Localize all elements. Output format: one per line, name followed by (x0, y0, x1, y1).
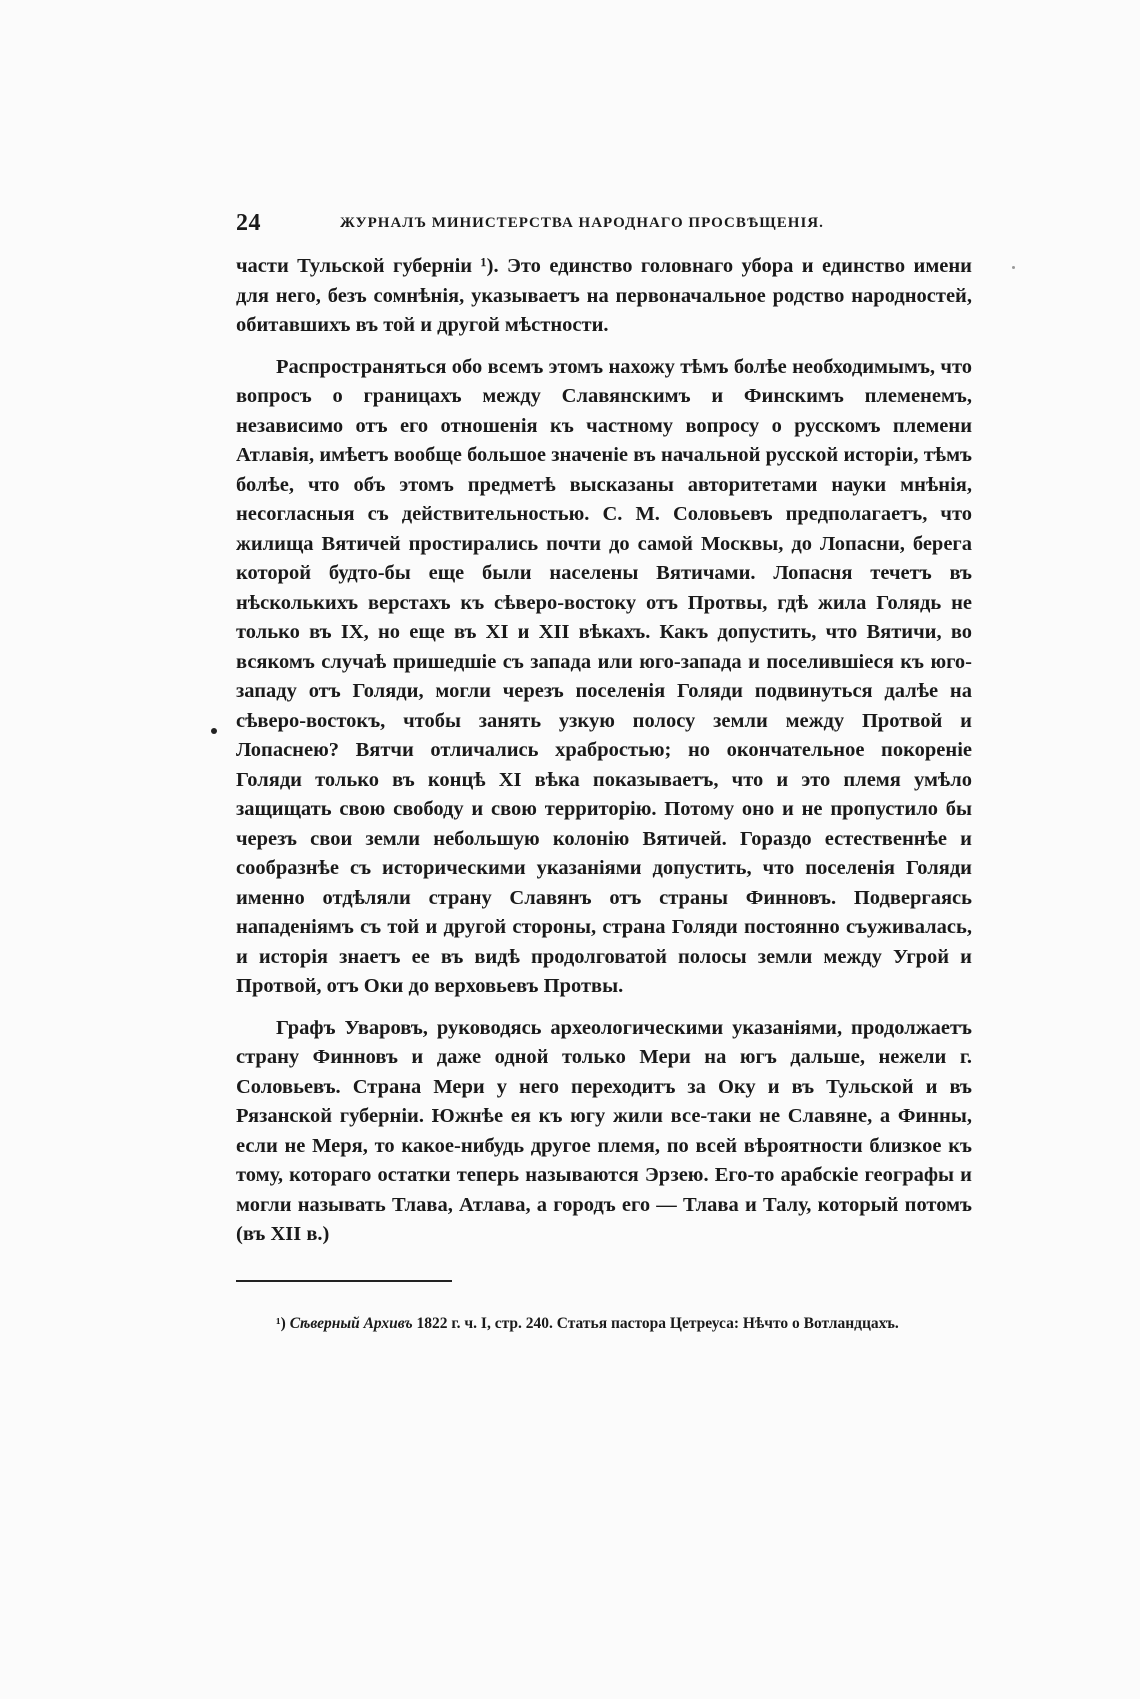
page (236, 210, 972, 1336)
paragraph-1: части Тульской губерніи ¹). Это единство головнаго убора и единство имени для него, безъ сомнѣнія, указываетъ на первоначальное родство народностей, обитавшихъ въ той и другой мѣстности. (236, 255, 972, 336)
footnote-marker: ¹) (276, 1314, 286, 1332)
paragraph-3: Графъ Уваровъ, руководясь археологическими указаніями, продолжаетъ страну Финновъ и даже одной только Мери на югъ дальше, нежели г. Соловьевъ. Страна Мери у него переходитъ за Оку и въ Тульской и въ Рязанской губерніи. Южнѣе ея къ югу жили все-таки не Славяне, а Финны, если не Меря, то какое-нибудь другое племя, по всей вѣроятности близкое къ тому, котораго остатки теперь называются Эрзею. Его-то арабскіе географы и могли называть Тлава, Атлава, а городъ его — Тлава и Талу, который потомъ (въ XII в.) (236, 1016, 972, 1245)
footnote-separator-rule (236, 1280, 452, 1282)
page-header (236, 210, 972, 250)
paragraph-2: Распространяться обо всемъ этомъ нахожу тѣмъ болѣе необходимымъ, что вопросъ о границахъ между Славянскимъ и Финскимъ племенемъ, независимо отъ его отношенія къ частному вопросу о русскомъ племени Атлавія, имѣетъ вообще большое значеніе въ начальной русской исторіи, тѣмъ болѣе, что объ этомъ предметѣ высказаны авторитетами науки мнѣнія, несогласныя съ действительностью. С. М. Соловьевъ предполагаетъ, что жилища Вятичей простирались почти до самой Москвы, до Лопасни, берега которой будто-бы еще были населены Вятичами. Лопасня течетъ въ нѣсколькихъ верстахъ къ сѣверо-востоку отъ Протвы, гдѣ жила Голядь не только въ IX, но еще въ XI и XII вѣкахъ. Какъ допустить, что Вятичи, во всякомъ случаѣ пришедшіе съ запада или юго-запада и поселившіеся къ юго-западу отъ Голяди, могли черезъ поселенія Голяди подвинуться далѣе на сѣверо-востокъ, чтобы занять узкую полосу земли между Протвой и Лопаснею? Вятчи отличались храбростью; но окончательное покореніе Голяди только въ концѣ XI вѣка показываетъ, что и это племя умѣло защищать свою свободу и свою территорію. Потому оно и не пропустило бы черезъ свои земли небольшую колонію Вятичей. Гораздо естественнѣе и сообразнѣе съ историческими указаніями допустить, что поселенія Голяди именно отдѣляли страну Славянъ отъ страны Финновъ. Подвергаясь нападеніямъ съ той и другой стороны, страна Голяди постоянно съуживалась, и исторія знаетъ ее въ видѣ продолговатой полосы земли между Угрой и Протвой, отъ Оки до верховьевъ Протвы. (236, 355, 972, 997)
margin-speck-mark (1012, 266, 1015, 269)
footnote-text: 1822 г. ч. I, стр. 240. Статья пастора Цетреуса: Нѣчто о Вотландцахъ. (416, 1314, 899, 1332)
margin-dot-mark (211, 728, 217, 734)
footnote (236, 1312, 972, 1336)
footnote-source-title: Сѣверный Архивъ (289, 1314, 413, 1332)
body-text (236, 252, 972, 1250)
running-title: ЖУРНАЛЪ МИНИСТЕРСТВА НАРОДНАГО ПРОСВѢЩЕНІЯ. (340, 215, 824, 231)
page-number: 24 (236, 210, 261, 236)
